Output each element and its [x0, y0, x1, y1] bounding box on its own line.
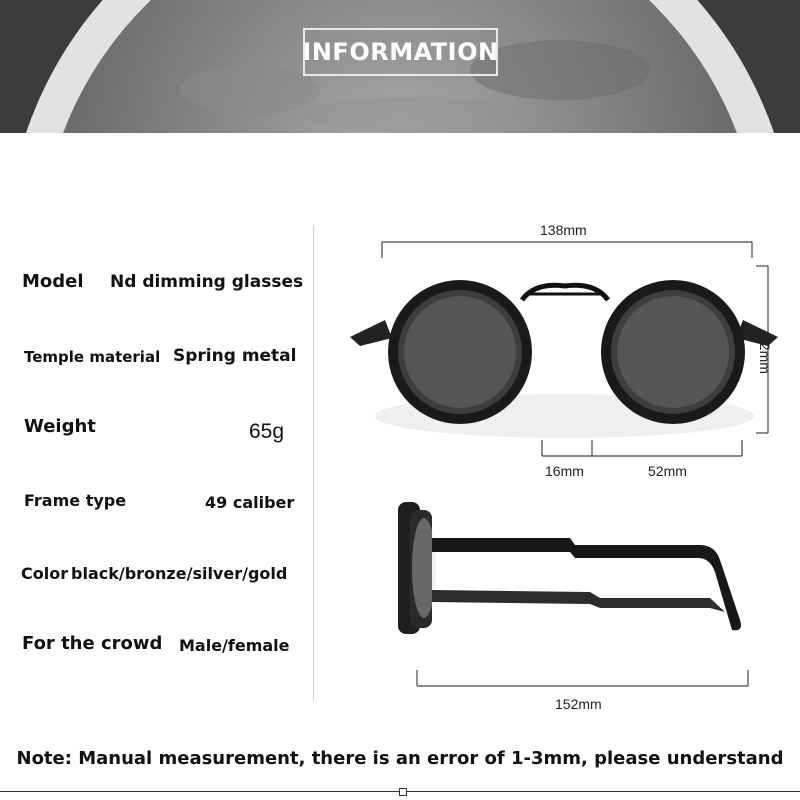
spec-label-model: Model	[22, 271, 84, 292]
information-title-box	[303, 28, 498, 76]
spec-label-weight: Weight	[24, 416, 96, 437]
lens-width-label: 52mm	[648, 463, 687, 479]
spec-label-temple-material: Temple material	[24, 348, 161, 366]
temple-length-dimension-line	[417, 670, 748, 686]
measurement-note: Note: Manual measurement, there is an error of 1-3mm, please understand	[16, 748, 784, 769]
spec-value-weight: 65g	[249, 420, 285, 443]
header-banner	[0, 0, 800, 133]
bottom-rule-marker	[399, 788, 407, 796]
spec-value-model: Nd dimming glasses	[110, 272, 304, 292]
spec-label-color: Color	[21, 564, 69, 583]
total-width-dimension-line	[382, 242, 752, 258]
bridge-width-label: 16mm	[545, 463, 584, 479]
glasses-side-view	[398, 502, 741, 634]
spec-value-frame-type: 49 caliber	[205, 493, 295, 512]
spec-value-color: black/bronze/silver/gold	[71, 564, 288, 583]
spec-label-crowd: For the crowd	[22, 633, 163, 654]
spec-value-temple-material: Spring metal	[173, 346, 297, 366]
spec-label-frame-type: Frame type	[24, 491, 127, 510]
total-width-label: 138mm	[540, 222, 587, 238]
bridge-lens-dimension-line	[542, 440, 742, 456]
temple-length-label: 152mm	[555, 696, 602, 712]
column-divider	[313, 225, 314, 700]
banner-title: INFORMATION	[302, 38, 499, 66]
lens-height-label: 52mm	[757, 335, 773, 374]
spec-value-crowd: Male/female	[179, 636, 290, 655]
